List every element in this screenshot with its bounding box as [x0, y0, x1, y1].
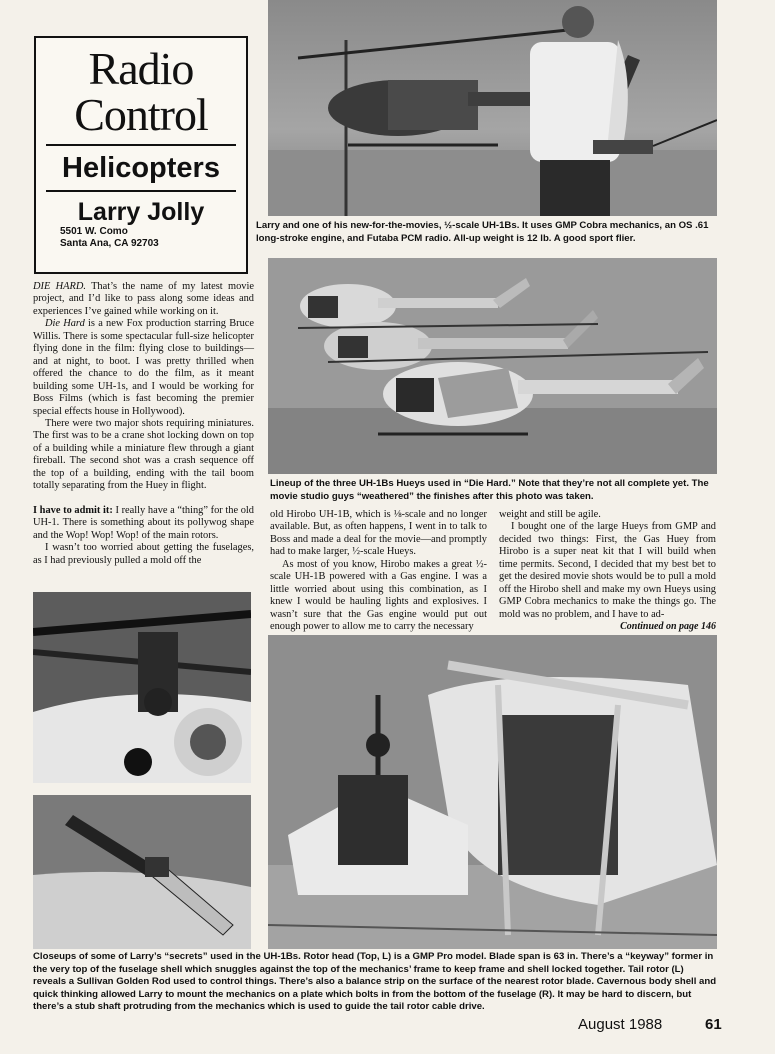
- article-column-3: [499, 509, 716, 634]
- author-address-line1: 5501 W. Como: [60, 226, 128, 237]
- article-text: There were two major shots requiring miniatures. The first was to be a crane shot locking down on top of a building while a miniature flew through a giant fireball. The second shot was a crash sequence off the top of a building, ending with the tail boom totally separating from the Huey in flight.: [33, 417, 254, 492]
- photo-larry-with-huey: [268, 0, 717, 216]
- page-number: 61: [705, 1016, 722, 1033]
- article-text: weight and still be agile.: [499, 509, 601, 520]
- article-text: I really have a “thing” for the old UH-1. There is something about its pollywog shape and the Wop! Wop! Wop! of the main rotors.: [33, 504, 254, 541]
- photo-mechanics-in-fuselage: [268, 635, 717, 949]
- title-divider-2: [46, 190, 236, 192]
- photo-rotor-head: [33, 592, 251, 783]
- article-column-1: [33, 281, 254, 567]
- title-helicopters: Helicopters: [62, 152, 220, 184]
- photo-three-hueys-lineup: [268, 258, 717, 474]
- continued-note: Continued on page 146: [620, 621, 716, 633]
- article-text: old Hirobo UH-1B, which is ⅛-scale and no longer available. But, as often happens, I went in to talk to Boss and made a deal for the movie—and promptly had to make larger, ½-scale Hueys.: [270, 509, 487, 558]
- dropcap-die-hard: DIE HARD.: [33, 281, 86, 292]
- caption-closeups: Closeups of some of Larry’s “secrets” used in the UH-1Bs. Rotor head (Top, L) is a GMP Pro model. Blade span is 63 in. There’s a “keyway” former in the very top of the fuselage shell which snuggles against the top of the mechanics’ frame to keep frame and shell locked together. Tail rotor (L) reveals a Sullivan Golden Rod used to control things. There’s also a balance strip on the surface of the nearest rotor blade. Cavernous body shell and quick thinking allowed Larry to mount the mechanics on a plate which bolts in from the bottom of the fuselage (R). It may be hard to discern, but there’s a stub shaft protruding from the mechanics which is used to guide the tail rotor cable drive.: [33, 951, 717, 1012]
- caption-lineup-photo: Lineup of the three UH-1Bs Hueys used in “Die Hard.” Note that they’re not all complete yet. The movie studio guys “weathered” the finishes after this photo was taken.: [270, 478, 709, 502]
- article-text: As most of you know, Hirobo makes a great ½-scale UH-1B powered with a Gas engine. I was a little worried about using this combination, as I knew I would be hauling lights and explosives. I wasn’t sure that the Gas engine would put out enough power to allow me to carry the necessary: [270, 558, 487, 633]
- film-title: Die Hard: [45, 318, 85, 330]
- section-lead-in: I have to admit it:: [33, 504, 113, 516]
- article-text: That’s the name of my latest movie project, and I’d like to pass along some ideas and experiences I’ve gained while working on it.: [33, 281, 254, 317]
- author-name: Larry Jolly: [77, 198, 205, 226]
- article-text: I bought one of the large Hueys from GMP and decided two things: First, the Gas Huey from Hirobo is a super neat kit that I will build when time permits. Second, I decided that my best bet to get the desired movie shots would be to pull a mold off the Hirobo shell and make my own Hueys using GMP Cobra mechanics to make the things go. The mold was no problem, and I have to ad-: [499, 521, 716, 620]
- title-control: Control: [74, 89, 208, 140]
- column-title-box: [34, 36, 248, 274]
- article-text: I wasn’t too worried about getting the fuselages, as I had previously pulled a mold off the: [33, 542, 254, 566]
- issue-date: August 1988: [578, 1016, 663, 1033]
- photo-tail-rotor: [33, 795, 251, 949]
- title-radio: Radio: [88, 43, 194, 94]
- caption-top-photo: Larry and one of his new-for-the-movies, ½-scale UH-1Bs. It uses GMP Cobra mechanics, an OS .61 long-stroke engine, and Futaba PCM radio. All-up weight is 12 lb. A good sport flier.: [256, 220, 709, 244]
- article-text: is a new Fox production starring Bruce Willis. There is some spectacular full-size helicopter flying done in the film: flying close to buildings—and at night, to boot. I was pretty thrilled when offered the chance to do the film, as it meant building some UH-1s, and I would be working for Boss Films (which is fast becoming the premier special effects house in Hollywood).: [33, 318, 255, 417]
- article-column-2: [270, 509, 487, 634]
- title-divider: [46, 144, 236, 146]
- author-address-line2: Santa Ana, CA 92703: [60, 238, 159, 249]
